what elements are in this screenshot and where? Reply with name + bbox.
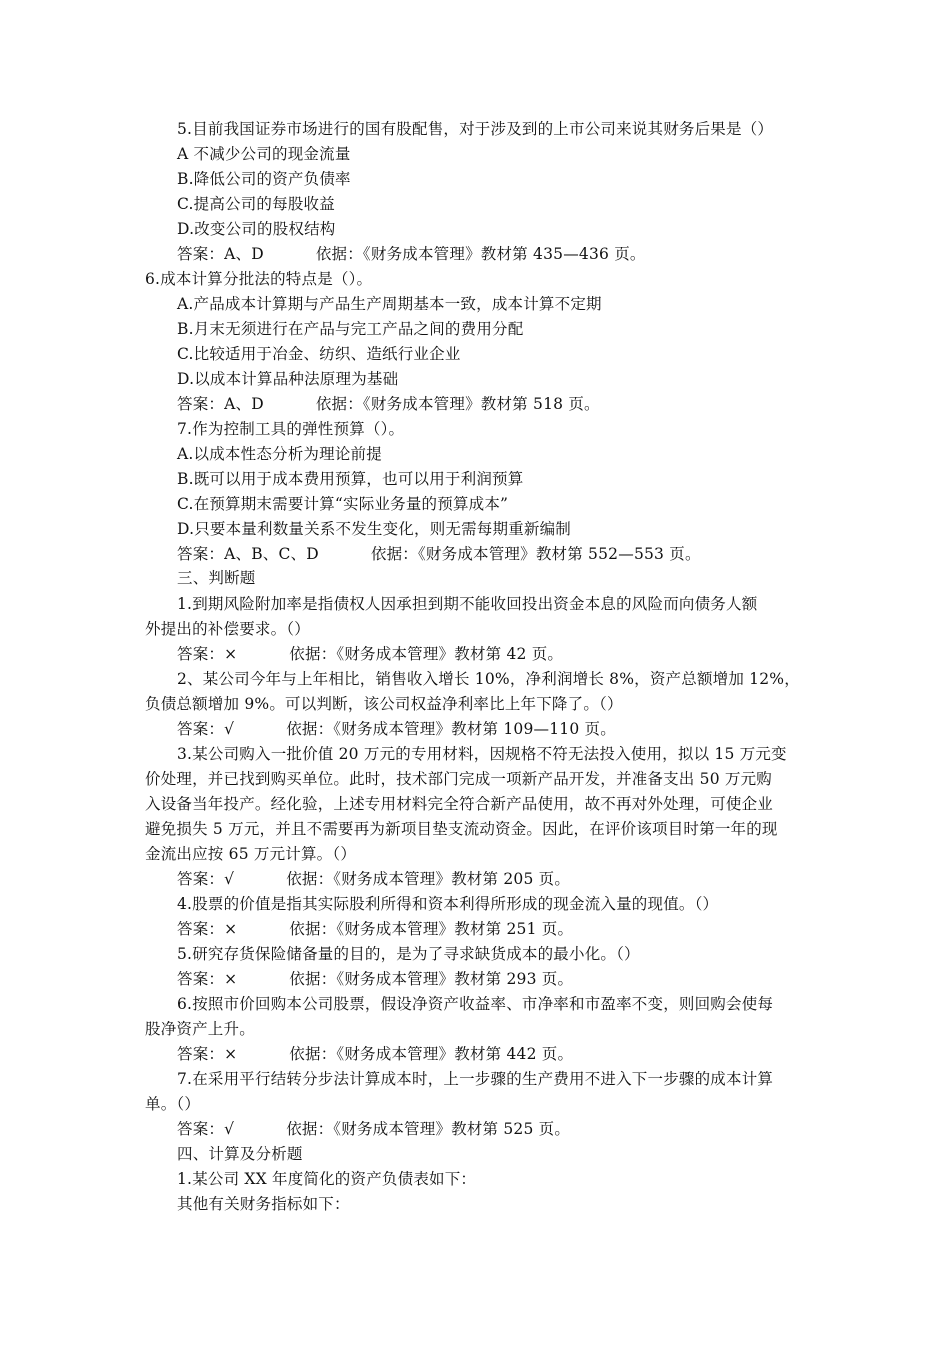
section4-line2: 其他有关财务指标如下： <box>177 1195 350 1213</box>
judge3-line4: 避免损失 5 万元，并且不需要再为新项目垫支流动资金。因此，在评价该项目时第一年的现 <box>145 820 778 838</box>
judge4-basis: 依据：《财务成本管理》教材第 251 页。 <box>289 920 574 938</box>
q5-answer-line <box>177 242 646 266</box>
judge2-line1: 2、某公司今年与上年相比，销售收入增长 10%，净利润增长 8%，资产总额增加 12%， <box>177 670 800 688</box>
q5-option-b: B.降低公司的资产负债率 <box>177 170 351 188</box>
q6-answer-line <box>177 392 600 416</box>
q6-basis: 依据：《财务成本管理》教材第 518 页。 <box>315 395 600 413</box>
q7-option-d: D.只要本量利数量关系不发生变化，则无需每期重新编制 <box>177 520 572 538</box>
judge3-basis: 依据：《财务成本管理》教材第 205 页。 <box>286 870 571 888</box>
judge1-line1: 1.到期风险附加率是指债权人因承担到期不能收回投出资金本息的风险而向债务人额 <box>177 595 758 613</box>
judge6-answer: 答案：× <box>177 1045 238 1063</box>
judge3-answer-line <box>177 867 570 891</box>
judge1-answer-line <box>177 642 563 666</box>
q5-stem: 5.目前我国证券市场进行的国有股配售，对于涉及到的上市公司来说其财务后果是（） <box>177 120 774 138</box>
q7-answer-line <box>177 542 701 566</box>
section3-title: 三、判断题 <box>177 569 256 587</box>
judge4-line1: 4.股票的价值是指其实际股利所得和资本利得所形成的现金流入量的现值。（） <box>177 895 719 913</box>
q5-option-a: A 不减少公司的现金流量 <box>177 145 351 163</box>
q5-answer: 答案：A、D <box>177 245 264 263</box>
judge7-answer: 答案：√ <box>177 1120 235 1138</box>
judge7-answer-line <box>177 1117 570 1141</box>
q5-basis: 依据：《财务成本管理》教材第 435—436 页。 <box>315 245 646 263</box>
q6-option-c: C.比较适用于冶金、纺织、造纸行业企业 <box>177 345 461 363</box>
judge3-line2: 价处理，并已找到购买单位。此时，技术部门完成一项新产品开发，并准备支出 50 万元购 <box>145 770 772 788</box>
section4-title: 四、计算及分析题 <box>177 1145 303 1163</box>
q6-option-d: D.以成本计算品种法原理为基础 <box>177 370 399 388</box>
judge3-line3: 入设备当年投产。经化验，上述专用材料完全符合新产品使用，故不再对外处理，可使企业 <box>145 795 774 813</box>
section4-line1: 1.某公司 XX 年度简化的资产负债表如下： <box>177 1170 477 1188</box>
judge6-line2: 股净资产上升。 <box>145 1020 255 1038</box>
judge6-basis: 依据：《财务成本管理》教材第 442 页。 <box>289 1045 574 1063</box>
q7-basis: 依据：《财务成本管理》教材第 552—553 页。 <box>370 545 701 563</box>
judge6-answer-line <box>177 1042 573 1066</box>
judge5-basis: 依据：《财务成本管理》教材第 293 页。 <box>289 970 574 988</box>
q5-option-d: D.改变公司的股权结构 <box>177 220 336 238</box>
q6-answer: 答案：A、D <box>177 395 264 413</box>
judge2-answer-line <box>177 717 616 741</box>
judge7-basis: 依据：《财务成本管理》教材第 525 页。 <box>286 1120 571 1138</box>
judge1-answer: 答案：× <box>177 645 238 663</box>
judge1-line2: 外提出的补偿要求。（） <box>145 620 310 638</box>
q6-stem: 6.成本计算分批法的特点是（）。 <box>145 270 373 288</box>
q7-option-b: B.既可以用于成本费用预算，也可以用于利润预算 <box>177 470 524 488</box>
judge5-line1: 5.研究存货保险储备量的目的，是为了寻求缺货成本的最小化。（） <box>177 945 640 963</box>
q6-option-a: A.产品成本计算期与产品生产周期基本一致，成本计算不定期 <box>177 295 602 313</box>
judge6-line1: 6.按照市价回购本公司股票，假设净资产收益率、市净率和市盈率不变，则回购会使每 <box>177 995 774 1013</box>
judge2-answer: 答案：√ <box>177 720 235 738</box>
q7-option-a: A.以成本性态分析为理论前提 <box>177 445 382 463</box>
q7-option-c: C.在预算期末需要计算“实际业务量的预算成本” <box>177 495 509 513</box>
judge4-answer: 答案：× <box>177 920 238 938</box>
judge2-line2: 负债总额增加 9%。可以判断，该公司权益净利率比上年下降了。（） <box>145 695 623 713</box>
judge4-answer-line <box>177 917 573 941</box>
q5-option-c: C.提高公司的每股收益 <box>177 195 335 213</box>
judge7-line1: 7.在采用平行结转分步法计算成本时，上一步骤的生产费用不进入下一步骤的成本计算 <box>177 1070 774 1088</box>
judge5-answer: 答案：× <box>177 970 238 988</box>
judge7-line2: 单。（） <box>145 1095 201 1113</box>
judge2-basis: 依据：《财务成本管理》教材第 109—110 页。 <box>286 720 616 738</box>
q6-option-b: B.月末无须进行在产品与完工产品之间的费用分配 <box>177 320 524 338</box>
judge5-answer-line <box>177 967 573 991</box>
judge3-line1: 3.某公司购入一批价值 20 万元的专用材料，因规格不符无法投入使用，拟以 15 万元变 <box>177 745 787 763</box>
judge3-answer: 答案：√ <box>177 870 235 888</box>
q7-answer: 答案：A、B、C、D <box>177 545 319 563</box>
judge3-line5: 金流出应按 65 万元计算。（） <box>145 845 357 863</box>
judge1-basis: 依据：《财务成本管理》教材第 42 页。 <box>289 645 564 663</box>
q7-stem: 7.作为控制工具的弹性预算（）。 <box>177 420 405 438</box>
